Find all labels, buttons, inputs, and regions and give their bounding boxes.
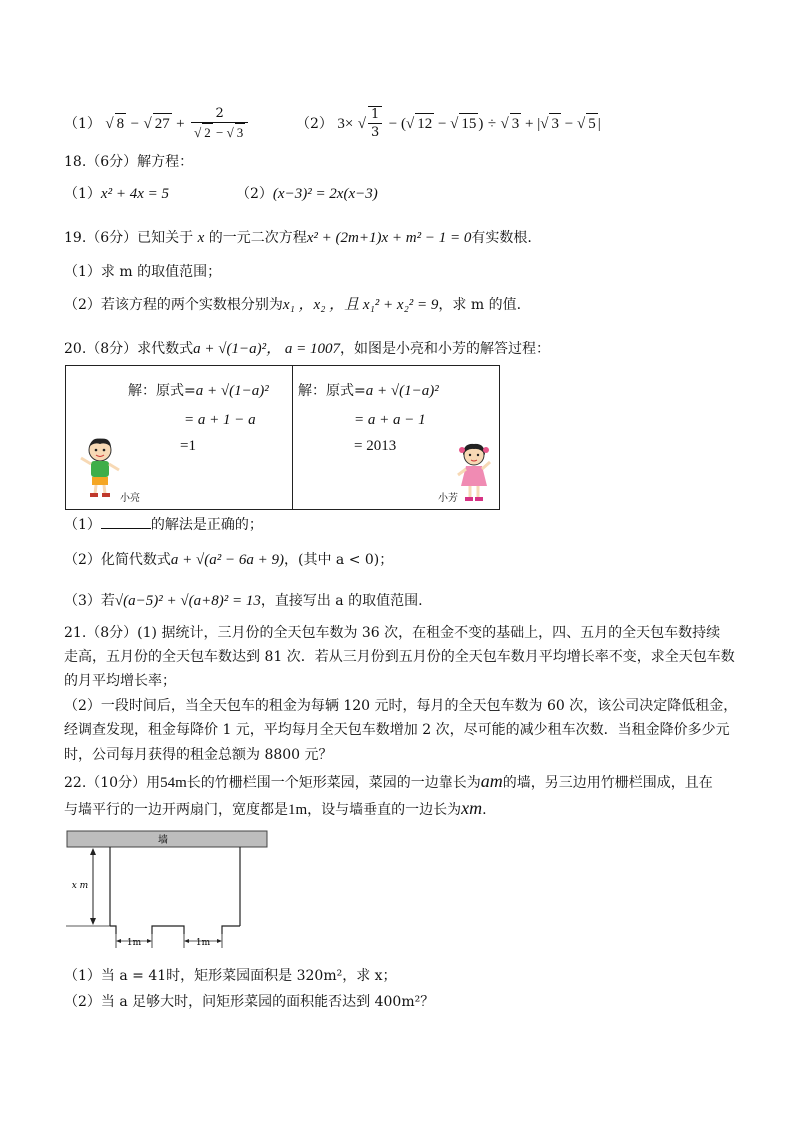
door2-label: 1m xyxy=(195,938,211,948)
q22-line1: 22.（10分）用54m长的竹栅栏围一个矩形菜园，菜园的一边靠长为am的墙，另三边用竹栅栏围成，且在 xyxy=(64,771,713,791)
q19-part2: （2）若该方程的两个实数根分别为x₁ ，x₂ ，且 x₁² + x₂² = 9，求 m 的值. xyxy=(64,297,522,313)
q18-part1: （1）x² + 4x = 5 xyxy=(64,186,169,202)
xiaofang-line3: = 2013 xyxy=(354,438,397,454)
q21-line4: （2）一段时间后，当全天包车的租金为每辆 120 元时，每月的全天包车数为 60 次，该公司决定降低租金， xyxy=(64,698,738,714)
q19-part1: （1）求 m 的取值范围； xyxy=(64,264,222,280)
q20-header: 20.（8分）求代数式a + √(1−a)²， a = 1007，如图是小亮和小芳的解答过程： xyxy=(64,341,551,357)
answer-blank[interactable] xyxy=(101,514,151,529)
fraction: $\frac{2}{√ 2 - √ 3}$ xyxy=(191,106,248,142)
q21-line2: 走高，五月份的全天包车数达到 81 次．若从三月份到五月份的全天包车数月平均增长率不变，求全天包车数 xyxy=(64,649,735,665)
q21-line1: 21.（8分）(1) 据统计，三月份的全天包车数为 36 次，在租金不变的基础上，四、五月的全天包车数持续 xyxy=(64,625,721,641)
xiaoliang-line3: =1 xyxy=(180,438,196,454)
p17-part2: （2） 3× √ $\frac{1}{3}$ − (√ 12 − √ 15 ) ÷ √ 3 + |√ 3 − √ 5 | xyxy=(296,107,601,140)
xiaofang-name: 小芳 xyxy=(438,493,458,504)
solution-comparison-box xyxy=(65,365,500,510)
side-label: x m xyxy=(71,881,89,891)
garden-diagram xyxy=(66,828,276,953)
q20-part2: （2）化简代数式a + √(a² − 6a + 9)，(其中 a < 0)； xyxy=(64,552,394,568)
xiaofang-line1: 解：原式=a + √(1−a)² xyxy=(298,383,439,399)
wall-label: 墙 xyxy=(158,835,168,846)
p17-part1: （1） √ 8 − √ 27 + $\frac{2}{√ 2 - √ 3}$ xyxy=(64,106,250,142)
q22-line2: 与墙平行的一边开两扇门，宽度都是1m，设与墙垂直的一边长为xm. xyxy=(64,798,487,818)
xiaoliang-name: 小亮 xyxy=(120,493,140,504)
xiaoliang-line1: 解：原式=a + √(1−a)² xyxy=(128,383,269,399)
q21-line6: 时，公司每月获得的租金总额为 8800 元？ xyxy=(64,747,333,763)
q18-part2: （2）(x−3)² = 2x(x−3) xyxy=(236,186,378,202)
q22-part1: （1）当 a = 41时，矩形菜园面积是 320m²，求 x； xyxy=(64,968,397,984)
box-divider xyxy=(292,366,293,509)
q19-header: 19.（6分）已知关于 x 的一元二次方程x² + (2m+1)x + m² − 1 = 0有实数根. xyxy=(64,230,532,246)
xiaofang-line2: = a + a − 1 xyxy=(354,412,426,428)
q18-header: 18.（6分）解方程： xyxy=(64,154,194,170)
q22-part2: （2）当 a 足够大时，问矩形菜园的面积能否达到 400m²？ xyxy=(64,994,435,1010)
xiaoliang-line2: = a + 1 − a xyxy=(184,412,256,428)
door1-label: 1m xyxy=(126,938,142,948)
q21-line5: 经调查发现，租金每降价 1 元，平均每月全天包车数增加 2 次，尽可能的减少租车次数．当租金降价多少元 xyxy=(64,722,730,738)
girl-cartoon-icon xyxy=(454,442,494,504)
boy-cartoon-icon xyxy=(76,436,124,498)
q20-part1: （1） 的解法是正确的； xyxy=(64,514,263,535)
q21-line3: 的月平均增长率； xyxy=(64,673,176,689)
q20-part3: （3）若√(a−5)² + √(a+8)² = 13，直接写出 a 的取值范围. xyxy=(64,593,423,609)
